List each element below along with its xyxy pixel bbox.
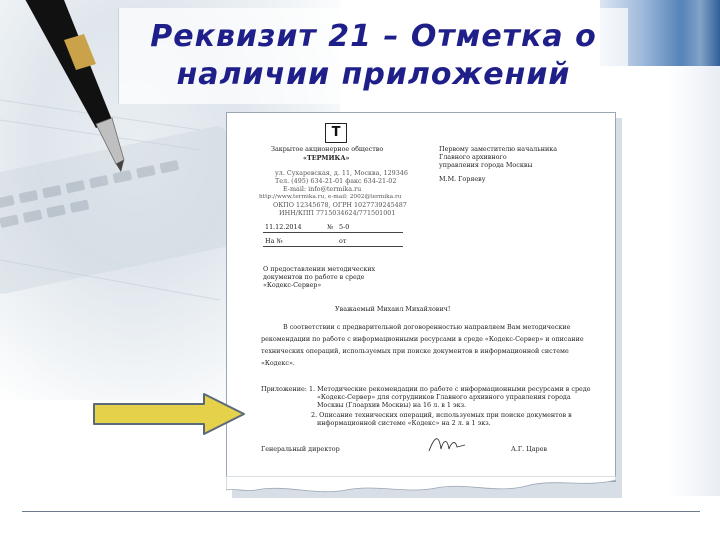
recipient-line-3: управления города Москвы	[439, 161, 533, 169]
title-line-1: Реквизит 21 – Отметка о	[150, 19, 597, 54]
org-line: Закрытое акционерное общество	[271, 145, 384, 153]
address-line-2: Тел. (495) 634-21-01 факс 634-21-02	[275, 177, 397, 185]
letter-document	[226, 112, 616, 482]
body-line-1: В соответствии с предварительной договоренностью направляем Вам методические	[283, 323, 571, 331]
address-line-3: E-mail: info@termika.ru	[283, 185, 362, 193]
subject-line-3: «Кодекс-Сервер»	[263, 281, 322, 289]
arrow-icon	[92, 392, 248, 436]
signer-name: А.Г. Царев	[511, 445, 548, 453]
address-line-6: ИНН/КПП 7715034624/771501001	[279, 209, 396, 217]
recipient-line-1: Первому заместителю начальника	[439, 145, 558, 153]
address-line-1: ул. Сухаревская, д. 11, Москва, 129346	[275, 169, 408, 177]
slide-title	[118, 8, 628, 104]
date-value: 11.12.2014	[265, 223, 302, 231]
attachment-line-2: «Кодекс-Сервер» для сотрудников Главного архивного управления города	[317, 393, 571, 401]
signer-title: Генеральный директор	[261, 445, 340, 453]
body-line-2: рекомендации по работе с информационными ресурсами в среде «Кодекс-Сервер» и описание	[261, 335, 584, 343]
body-line-3: технических операций, используемых при поиске документов в информационной системе	[261, 347, 569, 355]
right-gradient-panel	[668, 66, 720, 496]
address-line-5: ОКПО 12345678, ОГРН 1027739245487	[273, 201, 407, 209]
org-name: «ТЕРМИКА»	[303, 154, 350, 162]
company-logo-icon: Т	[325, 123, 347, 143]
attachment-line-3: Москвы (Глоархив Москвы) на 16 л. в 1 экз.	[317, 401, 467, 409]
number-label: №	[327, 223, 334, 231]
recipient-line-2: Главного архивного	[439, 153, 507, 161]
attachment-line-4: 2. Описание технических операций, используемых при поиске документов в	[311, 411, 572, 419]
address-line-4: http://www.termika.ru, e-mail: 2002@termika.ru	[259, 194, 402, 200]
attachment-line-5: информационной системе «Кодекс» на 2 л. в 1 экз.	[317, 419, 491, 427]
footer-divider	[22, 511, 700, 512]
reference-from: от	[339, 237, 347, 245]
subject-line-2: документов по работе в среде	[263, 273, 365, 281]
title-line-2: наличии приложений	[176, 57, 571, 92]
recipient-name: М.М. Горяеву	[439, 175, 486, 183]
number-value: 5-0	[339, 223, 350, 231]
signature-icon	[427, 431, 467, 457]
subject-line-1: О предоставлении методических	[263, 265, 376, 273]
attachment-line-1: Приложение: 1. Методические рекомендации по работе с информационными ресурсами в среде	[261, 385, 591, 393]
body-line-4: «Кодекс».	[261, 359, 295, 367]
reference-label: На №	[265, 237, 283, 245]
torn-edge	[226, 476, 616, 500]
salutation: Уважаемый Михаил Михайлович!	[335, 305, 451, 313]
